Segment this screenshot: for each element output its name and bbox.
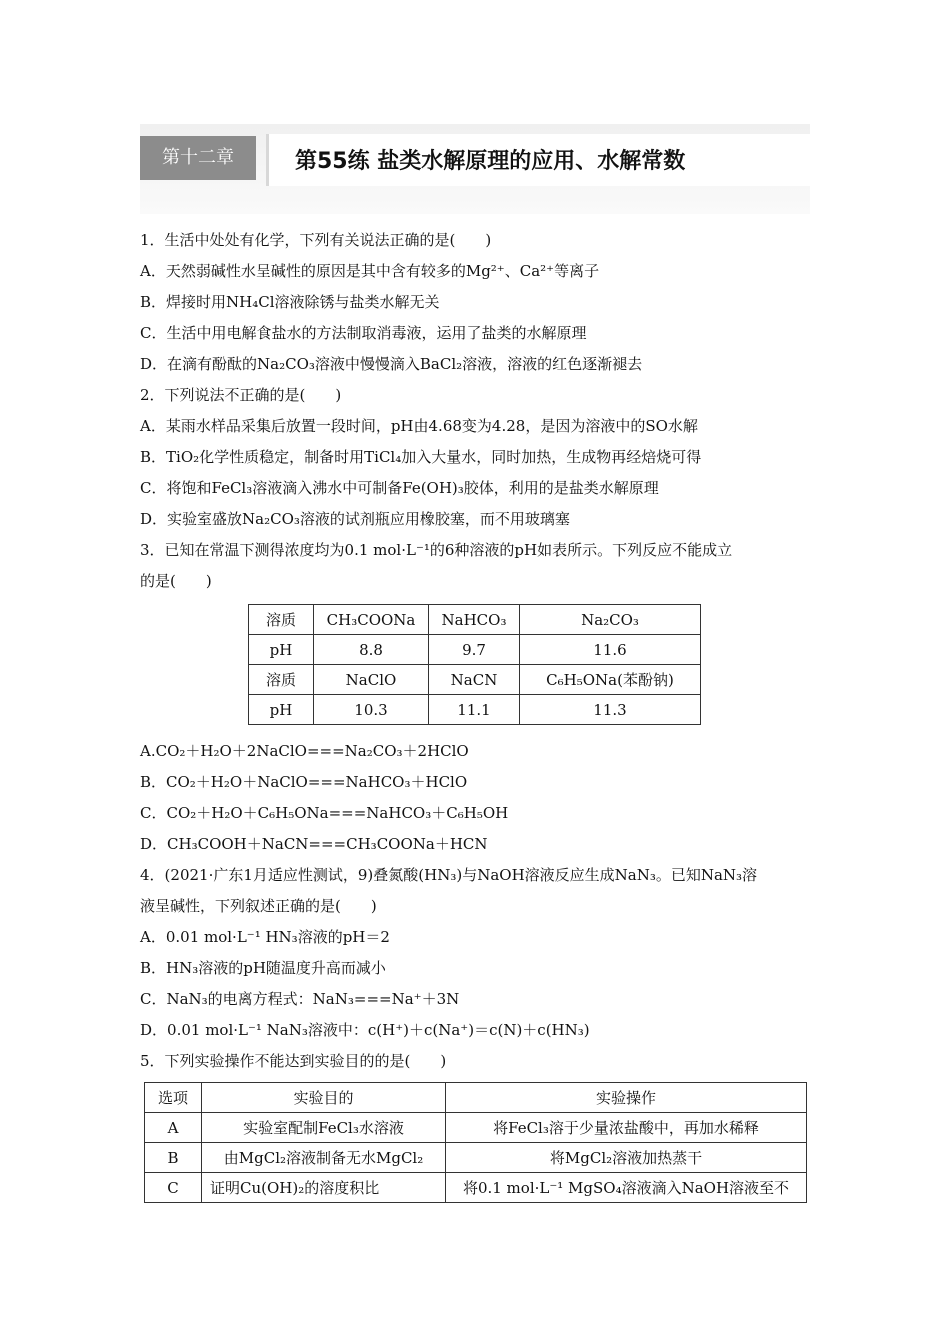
page-title: 第55练 盐类水解原理的应用、水解常数 [295, 149, 686, 174]
question-4-option-c: C．NaN₃的电离方程式：NaN₃===Na⁺＋3N [140, 990, 460, 1008]
question-3-option-c: C．CO₂＋H₂O＋C₆H₅ONa===NaHCO₃＋C₆H₅OH [140, 804, 509, 822]
table-cell: 将MgCl₂溶液加热蒸干 [446, 1143, 807, 1173]
question-4-option-b: B．HN₃溶液的pH随温度升高而减小 [140, 959, 386, 977]
table-cell: 11.1 [429, 695, 520, 725]
title-box [266, 134, 813, 186]
table-cell: 11.6 [520, 635, 701, 665]
experiment-table [144, 1082, 807, 1203]
table-cell: CH₃COONa [314, 605, 429, 635]
table-cell: 由MgCl₂溶液制备无水MgCl₂ [202, 1143, 446, 1173]
question-2-option-d: D．实验室盛放Na₂CO₃溶液的试剂瓶应用橡胶塞，而不用玻璃塞 [140, 510, 570, 528]
table-cell: 实验操作 [446, 1083, 807, 1113]
table-cell: NaHCO₃ [429, 605, 520, 635]
table-cell: C₆H₅ONa(苯酚钠) [520, 665, 701, 695]
table-cell: 将0.1 mol·L⁻¹ MgSO₄溶液滴入NaOH溶液至不 [446, 1173, 807, 1203]
question-1-stem: 1．生活中处处有化学，下列有关说法正确的是( ) [140, 231, 492, 249]
page-header [140, 124, 810, 220]
table-row [249, 605, 701, 635]
table-row [145, 1173, 807, 1203]
question-4-stem: 4．(2021·广东1月适应性测试，9)叠氮酸(HN₃)与NaOH溶液反应生成NaN₃。已知NaN₃溶 [140, 866, 758, 884]
question-2-option-a: A．某雨水样品采集后放置一段时间，pH由4.68变为4.28，是因为溶液中的SO水解 [140, 417, 698, 435]
question-1-option-b: B．焊接时用NH₄Cl溶液除锈与盐类水解无关 [140, 293, 440, 311]
question-3-option-a: A.CO₂＋H₂O＋2NaClO===Na₂CO₃＋2HClO [140, 742, 469, 760]
table-cell: Na₂CO₃ [520, 605, 701, 635]
question-4-option-d: D．0.01 mol·L⁻¹ NaN₃溶液中：c(H⁺)＋c(Na⁺)＝c(N)＋c(HN₃) [140, 1021, 590, 1039]
table-cell: 10.3 [314, 695, 429, 725]
table-row [145, 1083, 807, 1113]
question-3-stem: 3．已知在常温下测得浓度均为0.1 mol·L⁻¹的6种溶液的pH如表所示。下列反应不能成立 [140, 541, 733, 559]
table-row [145, 1143, 807, 1173]
table-row [249, 695, 701, 725]
table-cell: 选项 [145, 1083, 202, 1113]
table-cell: pH [249, 635, 314, 665]
question-1-option-d: D．在滴有酚酞的Na₂CO₃溶液中慢慢滴入BaCl₂溶液，溶液的红色逐渐褪去 [140, 355, 643, 373]
table-cell: 证明Cu(OH)₂的溶度积比 [202, 1173, 446, 1203]
table-cell: 8.8 [314, 635, 429, 665]
table-cell: 9.7 [429, 635, 520, 665]
table-cell: C [145, 1173, 202, 1203]
table-cell: 实验室配制FeCl₃水溶液 [202, 1113, 446, 1143]
ph-table [248, 604, 701, 725]
table-cell: A [145, 1113, 202, 1143]
table-row [249, 635, 701, 665]
question-2-stem: 2．下列说法不正确的是( ) [140, 386, 342, 404]
table-cell: 将FeCl₃溶于少量浓盐酸中，再加水稀释 [446, 1113, 807, 1143]
question-1-option-a: A．天然弱碱性水呈碱性的原因是其中含有较多的Mg²⁺、Ca²⁺等离子 [140, 262, 600, 280]
table-row [249, 665, 701, 695]
question-2-option-c: C．将饱和FeCl₃溶液滴入沸水中可制备Fe(OH)₃胶体，利用的是盐类水解原理 [140, 479, 659, 497]
table-row [145, 1113, 807, 1143]
question-2-option-b: B．TiO₂化学性质稳定，制备时用TiCl₄加入大量水，同时加热，生成物再经焙烧可得 [140, 448, 702, 466]
table-cell: B [145, 1143, 202, 1173]
question-5-stem: 5．下列实验操作不能达到实验目的的是( ) [140, 1052, 447, 1070]
question-1-option-c: C．生活中用电解食盐水的方法制取消毒液，运用了盐类的水解原理 [140, 324, 587, 342]
question-4-option-a: A．0.01 mol·L⁻¹ HN₃溶液的pH＝2 [140, 928, 390, 946]
chapter-label: 第十二章 [140, 136, 256, 180]
table-cell: NaCN [429, 665, 520, 695]
table-cell: 11.3 [520, 695, 701, 725]
question-3-stem-cont: 的是( ) [140, 572, 212, 590]
question-4-stem-cont: 液呈碱性，下列叙述正确的是( ) [140, 897, 377, 915]
table-cell: 溶质 [249, 605, 314, 635]
question-3-option-b: B．CO₂＋H₂O＋NaClO===NaHCO₃＋HClO [140, 773, 468, 791]
document-body [140, 228, 810, 1203]
table-cell: 溶质 [249, 665, 314, 695]
table-cell: NaClO [314, 665, 429, 695]
table-cell: 实验目的 [202, 1083, 446, 1113]
question-3-option-d: D．CH₃COOH＋NaCN===CH₃COONa＋HCN [140, 835, 488, 853]
table-cell: pH [249, 695, 314, 725]
